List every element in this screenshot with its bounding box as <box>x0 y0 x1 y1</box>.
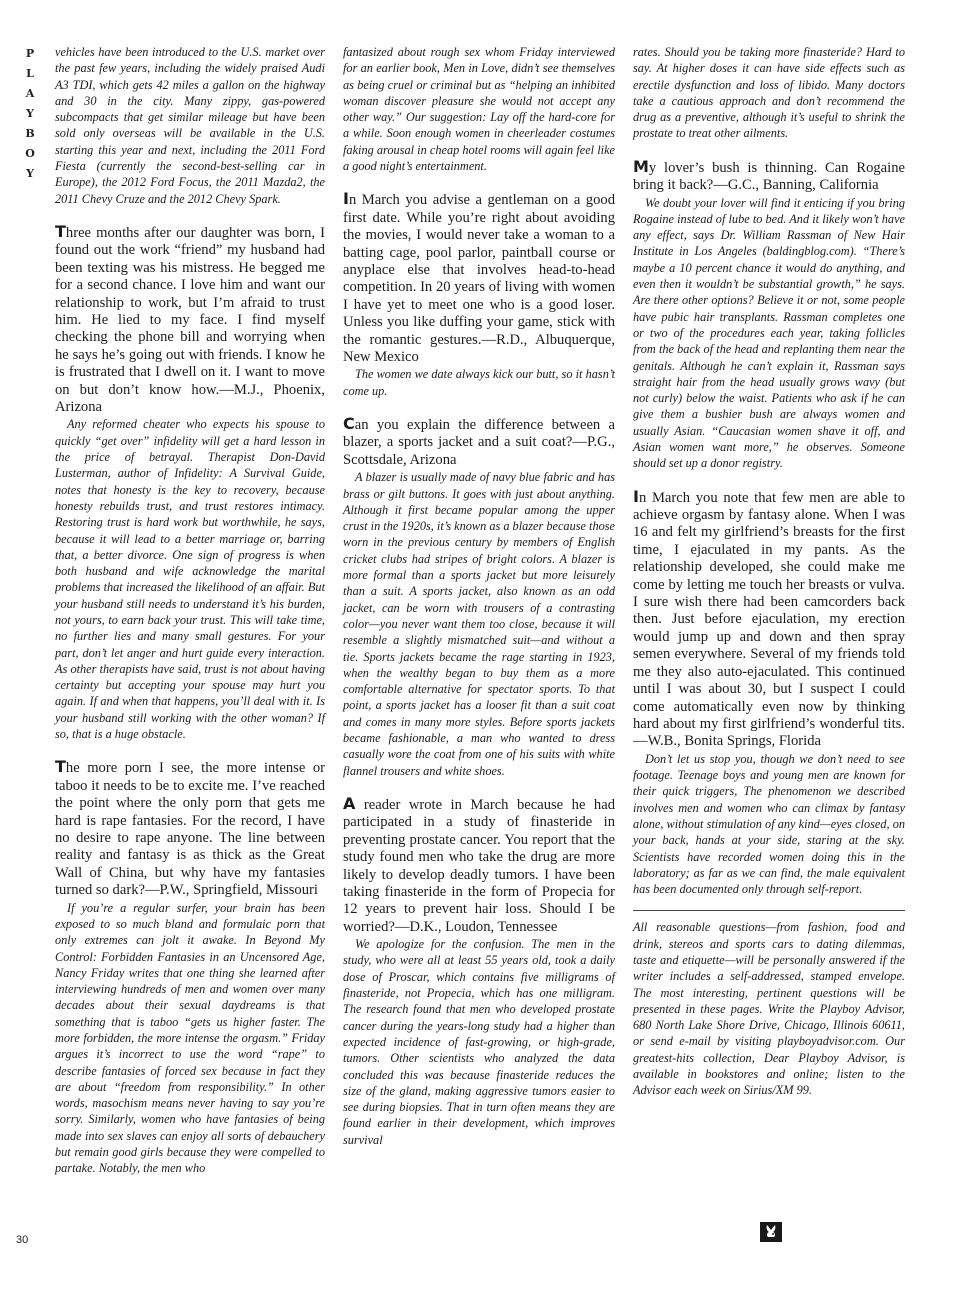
question-text: n March you advise a gentleman on a good first date. While you’re right about avoiding the movies, I would never take a woman to a batting cage, pool parlor, paintball course or anyplace else that involves head-to-head competition. In 20 years of living with women I have yet to meet one who is a good loser. Unless you like duffing your game, stick with the romantic gestures.—R.D., Albuquerque, New Mexico <box>343 192 615 366</box>
column-3 <box>633 44 905 1099</box>
question-text: he more porn I see, the more intense or taboo it needs to be to excite me. I’ve reached the point where the only porn that gets me hard is rape fantasies. For the record, I have no desire to rape anyone. The line between reality and fantasy is as thick as the Great Wall of China, but why have my fantasies turned so dark?—P.W., Springfield, Missouri <box>55 760 325 899</box>
question-text: hree months after our daughter was born, I found out the work “friend” my husband had been texting was his mistress. He begged me for a second chance. I love him and want our relationship to work, but I’m afraid to trust him. He lied to my face. I find myself checking the phone bill and worrying when he says he’s going out with friends. I know he is frustrated that I dwell on it. I want to move on but don’t know how.—M.J., Phoenix, Arizona <box>55 224 325 416</box>
answer: Any reformed cheater who expects his spouse to quickly “get over” infidelity will get a hard lesson in the price of betrayal. Therapist Don-David Lusterman, author of Infidelity: A Survival Guide, notes that honesty is the key to recovery, because honesty rebuilds trust, and trust restores intimacy. Restoring trust is hard work but worthwhile, he says, because it will lead to a better marriage or, barring that, a better divorce. One sign of progress is when both husband and wife acknowledge the marital problems that increased the likelihood of an affair. But your husband still needs to understand it’s his burden, not yours, to earn back your trust. This will take time, no further lies and many small gestures. For your part, don’t let anger and hurt guide every interaction. As other therapists have said, trust is not about having certainty but accepting your spouse may hurt you again. If and when that happens, you’ll deal with it. Is your husband still working with the other woman? If so, that is a huge obstacle. <box>55 417 325 742</box>
answer-continued: vehicles have been introduced to the U.S. market over the past few years, including the widely praised Audi A3 TDI, which gets 42 miles a gallon on the highway and 30 in the city. Many zippy, gas-powered subcompacts that get similar mileage but have been sold only overseas will be available in the U.S. starting this year and next, including the 2011 Ford Fiesta (currently the second-best-selling car in Europe), the 2012 Ford Focus, the 2011 Mazda2, the 2011 Chevy Cruze and the 2012 Chevy Spark. <box>55 45 325 206</box>
masthead-letter: Y <box>26 107 34 120</box>
drop-cap: M <box>633 156 649 176</box>
question <box>343 415 615 469</box>
answer-continued: rates. Should you be taking more finasteride? Hard to say. At higher doses it can have side effects such as erectile dysfunction and loss of libido. Many doctors take a cautious approach and don’t recommend the drug as a preventive, although it’s useful to shrink the prostate to treat other ailments. <box>633 45 905 141</box>
question <box>343 190 615 366</box>
masthead <box>18 44 42 184</box>
answer: The women we date always kick our butt, so it hasn’t come up. <box>343 367 615 398</box>
column-2 <box>343 44 615 1148</box>
answer: We apologize for the confusion. The men in the study, who were all at least 55 years old, took a daily dose of Proscar, which contains five milligrams of finasteride, not Propecia, which has one milligram. The research found that men who developed prostate cancer during the years-long study had a higher than expected incidence of fast-growing, or high-grade, tumors. Other scientists who analyzed the data concluded this was because finasteride reduces the size of the gland, making aggressive tumors easier to see during biopsies. That in turn often means they are found earlier in their development, which improves survival <box>343 937 615 1147</box>
masthead-letter: L <box>26 67 34 80</box>
submission-note: All reasonable questions—from fashion, food and drink, stereos and sports cars to dating dilemmas, taste and etiquette—will be personally answered if the writer includes a self-addressed, stamped envelope. The most interesting, pertinent questions will be presented in these pages. Write the Playboy Advisor, 680 North Lake Shore Drive, Chicago, Illinois 60611, or send e-mail by visiting playboyadvisor.com. Our greatest-hits collection, Dear Playboy Advisor, is available in bookstores and online; listen to the Advisor each week on Sirius/XM 99. <box>633 910 905 1098</box>
rabbit-logo-icon <box>760 1222 782 1242</box>
question-text: an you explain the difference between a blazer, a sports jacket and a suit coat?—P.G., Scottsdale, Arizona <box>343 417 615 468</box>
question <box>343 795 615 936</box>
drop-cap: T <box>55 221 66 241</box>
question <box>633 158 905 195</box>
column-1 <box>55 44 325 1177</box>
question-text: reader wrote in March because he had participated in a study of finasteride in preventing prostate cancer. You report that the study found men who take the drug are more likely to develop deadly tumors. I have been taking finasteride in the form of Propecia for 12 years to prevent hair loss. Should I be worried?—D.K., Loudon, Tennessee <box>343 796 615 935</box>
question <box>633 488 905 751</box>
masthead-letter: Y <box>26 167 34 180</box>
answer: If you’re a regular surfer, your brain has been exposed to so much bland and formulaic porn that only extremes can jolt it awake. In Beyond My Control: Forbidden Fantasies in an Uncensored Age, Nancy Friday writes that one thing she learned after interviewing hundreds of men and women over many decades about their sexual daydreams is that something that is taboo “gets us higher faster. The more forbidden, the more intense the orgasm.” Friday argues it’s incorrect to use the word “rape” to describe fantasies of forced sex because in fact they are about “freedom from responsibility.” In other words, masochism means never having to say you’re sorry. Similarly, women who have fantasies of being made into sex slaves can enjoy all sorts of debauchery but remain good girls because they were compelled to partake. Notably, the men who <box>55 900 325 1176</box>
masthead-letter: B <box>25 127 35 140</box>
drop-cap: T <box>55 757 66 777</box>
page-number: 30 <box>16 1234 29 1246</box>
masthead-letter: O <box>25 147 35 160</box>
drop-cap: C <box>343 414 355 434</box>
answer: We doubt your lover will find it enticing if you bring Rogaine instead of lube to bed. And it likely won’t have any effect, says Dr. William Rassman of New Hair Institute in Los Angeles (baldingblog.com). “There’s maybe a 10 percent chance it would do anything, and even then it wouldn’t be substantial growth,” he says. Are there other options? Believe it or not, some people have pubic hair transplants. Rassman completes one or two of the procedures each year, taking follicles from the back of the head and replanting them near the genitals. Although he can’t explain it, Rassman says straight hair from the head usually grows wavy (but not curly) below the waist. Patients who ask if he can give them a bushier bush are always women and usually Asian. “Caucasian women shave it off, and Asian women want more,” he observes. Someone should set up a donor registry. <box>633 195 905 471</box>
answer: Don’t let us stop you, though we don’t need to see footage. Teenage boys and young men are known for their quick triggers, The phenomenon we described involves men and women who can climax by fantasy alone, without stimulation of any kind—eyes closed, on your back, hands at your side, staring at the sky. Scientists have recorded women doing this in the laboratory; as far as we can find, the male equivalent has been documented only through self-report. <box>633 751 905 897</box>
drop-cap: I <box>633 486 639 506</box>
masthead-letter: P <box>25 47 35 60</box>
question <box>55 223 325 416</box>
question-text: n March you note that few men are able to achieve orgasm by fantasy alone. When I was 16 and felt my girlfriend’s breasts for the first time, I ejaculated in my pants. As the relationship developed, she could make me come by letting me touch her breasts or vulva. I sure wish there had been camcorders back then. Just before ejaculation, my erection would jump up and down and then spray semen everywhere. Several of my friends told me they also auto-ejaculated. This continued until I was about 30, but I suspect I could come automatically even now by thinking hard about my first girlfriend’s wonderful tits.—W.B., Bonita Springs, Florida <box>633 489 905 750</box>
answer-continued: fantasized about rough sex whom Friday interviewed for an earlier book, Men in Love, didn’t see themselves as being cruel or criminal but as “helping an inhibited woman discover pleasure she would not accept any other way.” Our suggestion: Lay off the hard-core for a while. Soon enough women in cheerleader costumes faking arousal in cheap hotel rooms will again feel like a good night’s entertainment. <box>343 45 615 174</box>
drop-cap: I <box>343 189 349 209</box>
drop-cap: A <box>343 793 356 813</box>
masthead-letter: A <box>25 87 35 100</box>
question <box>55 758 325 899</box>
answer: A blazer is usually made of navy blue fabric and has brass or gilt buttons. It goes with just about anything. Although it first became popular among the upper crust in the 1920s, it’s known as a blazer because those worn in the previous century by members of English cricket clubs had stripes of bright colors. A blazer is more formal than a sports jacket but more leisurely than a suit. A sports jacket, also known as an odd jacket, can be worn with trousers of a contrasting color—you never want them too close, because it will resemble a slightly mismatched suit—and without a tie. Sports jackets became the rage starting in 1923, when the wealthy began to buy them as a more comfortable alternative for spectator sports. To that point, a sports jacket has a looser fit than a suit coat and comes in many more styles. Before sports jackets became fashionable, a man who wanted to dress casually wore the coat from one of his suits with white flannel trousers and white shoes. <box>343 470 615 778</box>
question-text: y lover’s bush is thinning. Can Rogaine bring it back?—G.C., Banning, California <box>633 159 905 194</box>
